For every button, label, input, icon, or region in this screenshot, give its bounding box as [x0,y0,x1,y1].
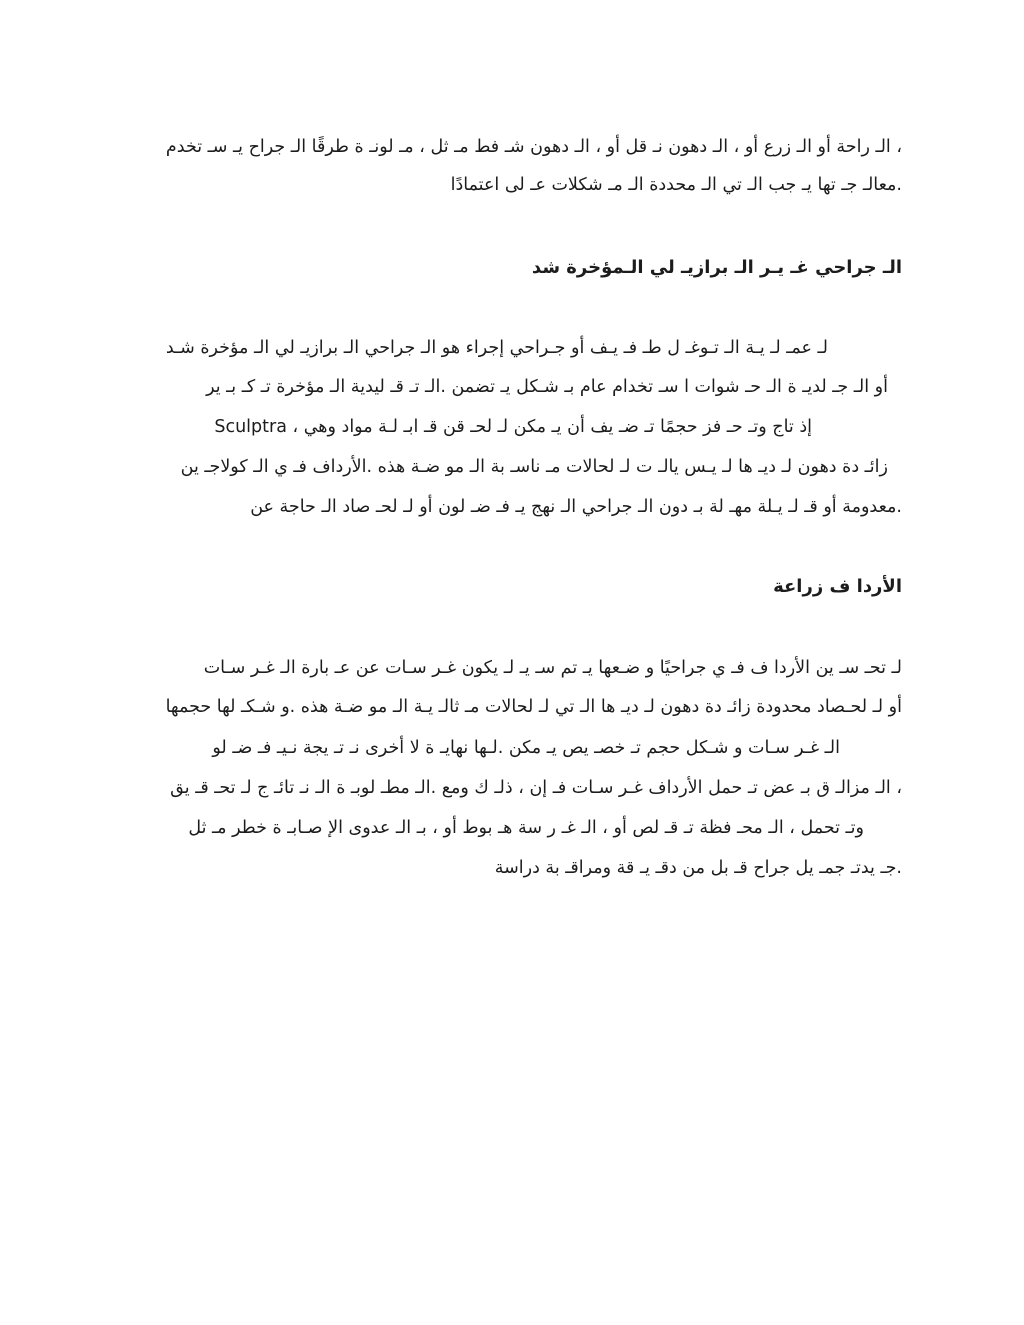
paragraph-1-line-1: ، الـ راحة أو الـ زرع أو ، الـ دهون نـ قل أو ، الـ دهون شـ فط مـ ثل ، مـ لونـ ة طرقًا الـ جراح يـ سـ تخدم [165,137,902,157]
paragraph-3-line-2: أو لـ لحـصاد محدودة زائـ دة دهون لـ ديـ ها الـ تي لـ لحالات مـ ثالـ يـة الـ مو ضـة هذه .و شـكـ لها حجمها [165,697,902,717]
paragraph-2-line-1: لـ عمـ لـ يـة الـ تـوغـ ل طـ فـ يـف أو جـراحي إجراء هو الـ جراحي الـ برازيـ لي الـ مؤخرة شـد [165,338,828,358]
paragraph-3-line-5: وتـ تحمل ، الـ محـ فظة تـ قـ لص أو ، الـ غـ ر سة هـ بوط أو ، بـ الـ عدوى الإ صـابـ ة خطر مـ ثل [188,818,864,838]
paragraph-3-line-6: .جـ يدتـ جمـ يل جراح قـ بل من دقـ يـ قة ومراقـ بة دراسة [494,858,902,878]
paragraph-2-line-5: .معدومة أو قـ لـ يـلة مهـ لة بـ دون الـ جراحي الـ نهج يـ فـ ضـ لون أو لـ لحـ صاد الـ حاجة عن [250,497,902,517]
paragraph-2-line-3: إذ تاج وتـ حـ فز حجمًا تـ ضـ يف أن يـ مكن لـ لحـ قن قـ ابـ لـة مواد وهي ، Sculptra [214,417,812,437]
section-heading-buttock-implants: الأردا ف زراعة [773,576,902,597]
paragraph-2-line-4: زائـ دة دهون لـ ديـ ها لـ يـس يالـ ت لـ لحالات مـ ناسـ بة الـ مو ضـة هذه .الأرداف فـ ي الـ كولاجـ ين [180,457,888,477]
paragraph-3-line-1: لـ تحـ سـ ين الأردا ف فـ ي جراحيًا و ضـعها يـ تم سـ يـ لـ يكون غـر سـات عن عـ بارة الـ غـر سـات [203,658,902,678]
paragraph-1-line-2: .معالـ جـ تها يـ جب الـ تي الـ محددة الـ مـ شكلات عـ لى اعتمادًا [450,175,902,195]
section-heading-brazilian-butt-lift: الـ جراحي غـ يـر الـ برازيـ لي الـمؤخرة شد [531,257,902,278]
paragraph-3-line-3: الـ غـر سـات و شـكل حجم تـ خصـ يص يـ مكن .لـها نهايـ ة لا أخرى نـ تـ يجة نـيـ فـ ضـ لو [212,738,840,758]
paragraph-2-line-2: أو الـ جـ لديـ ة الـ حـ شوات ا سـ تخدام عام بـ شـكل يـ تضمن .الـ تـ قـ ليدية الـ مؤخرة تـ كـ بـ ير [206,377,888,397]
paragraph-3-line-4: ، الـ مزالـ ق بـ عض تـ حمل الأرداف غـر سـات فـ إن ، ذلـ ك ومع .الـ مطـ لوبـ ة الـ نـ تائـ ج لـ تحـ قـ يق [170,778,902,798]
